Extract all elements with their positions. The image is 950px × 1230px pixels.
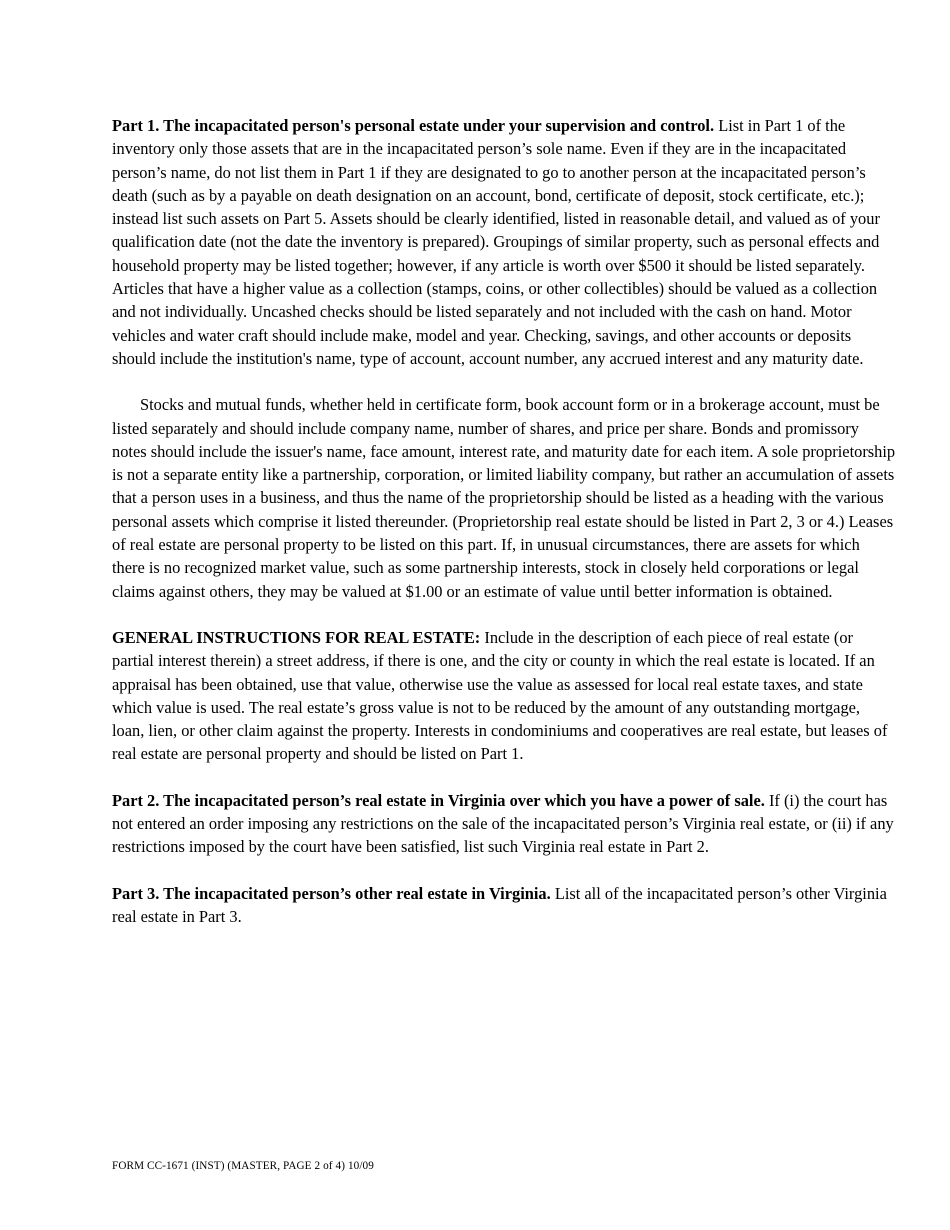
part2-body: If (i) the court has not entered an order imposing any restrictions on the sale of the incapacitated person’s Virginia real estate, or (ii) if any restrictions imposed by the court have been satisfied, list such Virginia real estate in Part 2. bbox=[112, 790, 894, 857]
part1-heading: Part 1. The incapacitated person's personal estate under your supervision and control. bbox=[112, 116, 715, 135]
part3-heading: Part 3. The incapacitated person’s other real estate in Virginia. bbox=[112, 883, 551, 903]
part1-body: List in Part 1 of the inventory only those assets that are in the incapacitated person’s sole name. Even if they are in the incapacitated person’s name, do not list them in Part 1 if they are designated to go to another person at the incapacitated person’s death (such as by a payable on death designation on an account, bond, certificate of deposit, stock certificate, etc.); instead list such assets on Part 5. Assets should be clearly identified, listed in reasonable detail, and valued as of your qualification date (not the date the inventory is prepared). Groupings of similar property, such as personal effects and household property may be listed together; however, if any article is worth over $500 it should be listed separately. Articles that have a higher value as a collection (stamps, coins, or other collectibles) should be valued as a collection and not individually. Uncashed checks should be listed separately and not included with the cash on hand. Motor vehicles and water craft should include make, model and year. Checking, savings, and other accounts or deposits should include the institution's name, type of account, account number, any accrued interest and any maturity date. bbox=[112, 116, 880, 368]
part2-heading: Part 2. The incapacitated person’s real estate in Virginia over which you have a power of sale. bbox=[112, 790, 765, 810]
part3-body: List all of the incapacitated person’s other Virginia real estate in Part 3. bbox=[112, 883, 887, 926]
part1-paragraph bbox=[112, 114, 896, 370]
general-real-estate-body: Include in the description of each piece of real estate (or partial interest therein) a street address, if there is one, and the city or county in which the real estate is located. If an appraisal has been obtained, use that value, otherwise use the value as assessed for local real estate taxes, and state which value is used. The real estate’s gross value is not to be reduced by the amount of any outstanding mortgage, loan, lien, or other claim against the property. Interests in condominiums and cooperatives are real estate, but leases of real estate are personal property and should be listed on Part 1. bbox=[112, 627, 888, 764]
instructions-page bbox=[112, 114, 896, 951]
general-real-estate-paragraph bbox=[112, 626, 896, 766]
part3-paragraph bbox=[112, 882, 896, 929]
general-real-estate-heading: GENERAL INSTRUCTIONS FOR REAL ESTATE: bbox=[112, 627, 481, 647]
stocks-paragraph: Stocks and mutual funds, whether held in certificate form, book account form or in a brokerage account, must be listed separately and should include company name, number of shares, and price per share. Bonds and promissory notes should include the issuer's name, face amount, interest rate, and maturity date for each item. A sole proprietorship is not a separate entity like a partnership, corporation, or limited liability company, but rather an accumulation of assets that a person uses in a business, and thus the name of the proprietorship should be listed as a heading with the various personal assets which comprise it listed thereunder. (Proprietorship real estate should be listed in Part 2, 3 or 4.) Leases of real estate are personal property to be listed on this part. If, in unusual circumstances, there are assets for which there is no recognized market value, such as some partnership interests, stock in closely held corporations or legal claims against others, they may be valued at $1.00 or an estimate of value until better information is obtained. bbox=[112, 395, 896, 601]
part2-paragraph bbox=[112, 789, 896, 859]
form-footer: FORM CC-1671 (INST) (MASTER, PAGE 2 of 4) 10/09 bbox=[112, 1160, 374, 1172]
